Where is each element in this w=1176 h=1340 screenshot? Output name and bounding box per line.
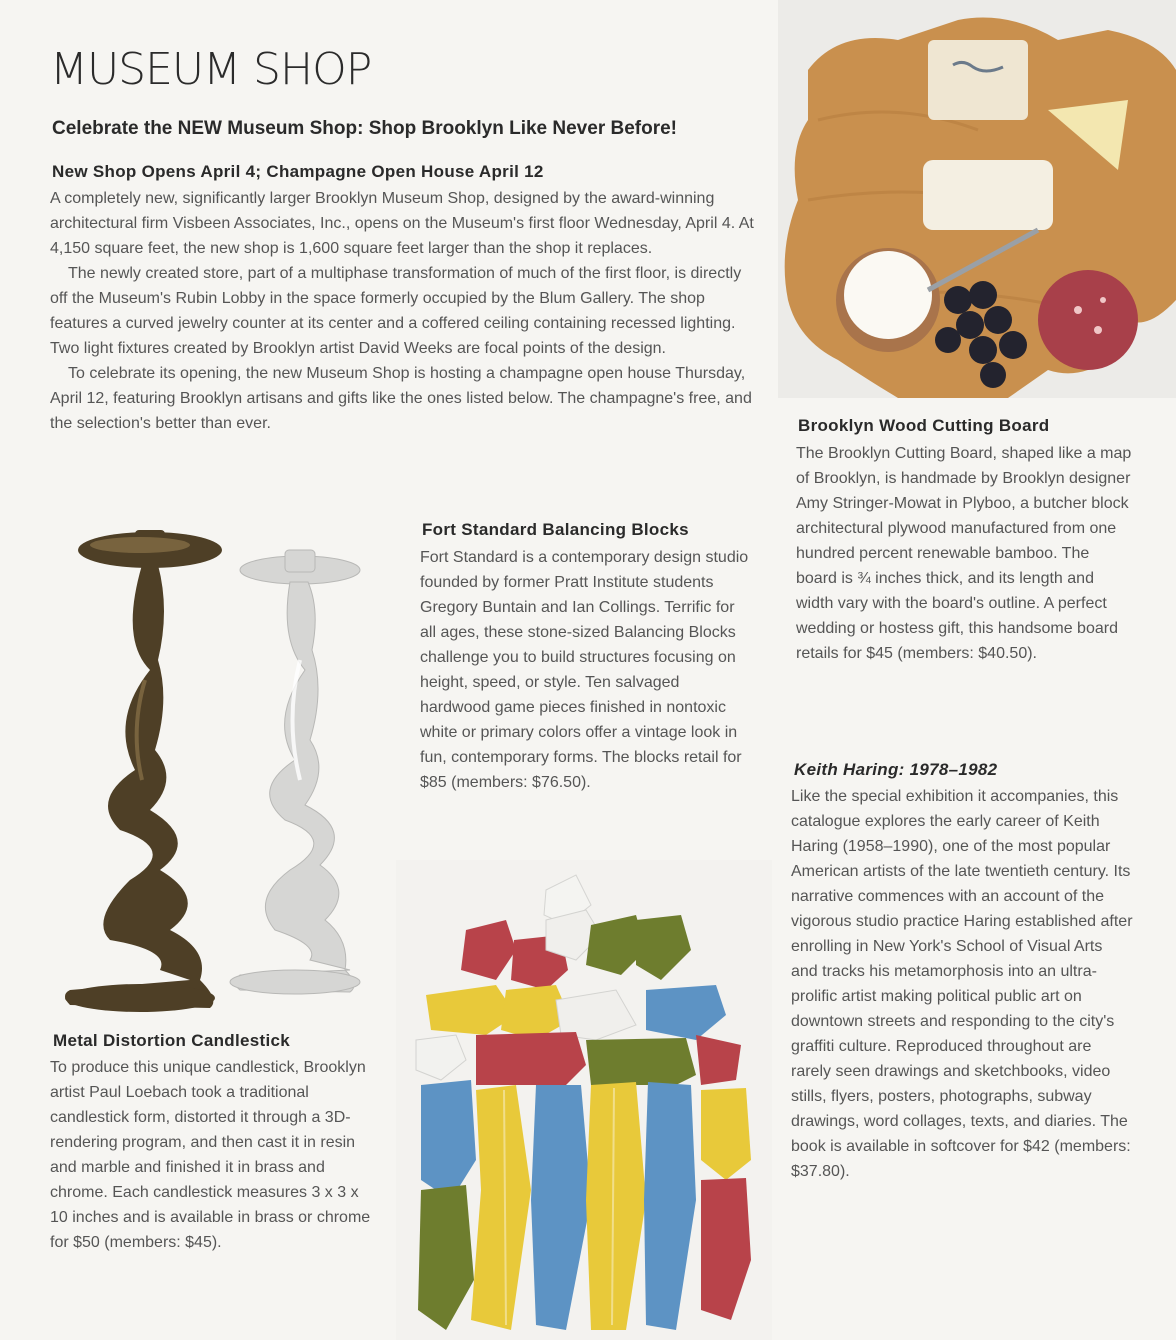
intro-paragraph: To celebrate its opening, the new Museum Shop is hosting a champagne open house Thursday, April 12, featuring Brooklyn artisans and gifts like the ones listed below. The champagne's free, and the selection's better than ever. <box>50 365 752 432</box>
balancing-blocks-photo <box>396 860 772 1340</box>
balancing-blocks-description: Fort Standard is a contemporary design studio founded by former Pratt Institute students Gregory Buntain and Ian Collings. Terrific for all ages, these stone-sized Balancing Blocks challenge you to build structures focusing on height, speed, or style. Ten salvaged hardwood game pieces finished in nontoxic white or primary colors offer a vintage look in fun, contemporary forms. The blocks retail for $85 (members: $76.50). <box>420 549 749 791</box>
intro-paragraph: A completely new, significantly larger Brooklyn Museum Shop, designed by the award-winning architectural firm Visbeen Associates, Inc., opens on the Museum's first floor Wednesday, April 4. At 4,150 square feet, the new shop is 1,600 square feet larger than the shop it replaces. <box>50 190 754 257</box>
intro-text <box>50 186 762 436</box>
haring-book-description: Like the special exhibition it accompanies, this catalogue explores the early career of Keith Haring (1958–1990), one of the most popular American artists of the late twentieth century. Its narrative commences with an account of the vigorous studio practice Haring established after enrolling in New York's School of Visual Arts and tracks his metamorphosis into an ultra-prolific artist making political public art on downtown streets and responding to the city's graffiti culture. Reproduced throughout are rarely seen drawings and sketchbooks, video stills, flyers, posters, photographs, subway drawings, word collages, texts, and diaries. The book is available in softcover for $42 (members: $37.80). <box>791 788 1133 1180</box>
candlestick-title: Metal Distortion Candlestick <box>53 1031 290 1050</box>
intro-paragraph: The newly created store, part of a multiphase transformation of much of the first floor, is directly off the Museum's Rubin Lobby in the space formerly occupied by the Blum Gallery. The shop features a curved jewelry counter at its center and a coffered ceiling containing recessed lighting. Two light fixtures created by Brooklyn artist David Weeks are focal points of the design. <box>50 265 742 357</box>
page-title: MUSEUM SHOP <box>50 44 372 95</box>
balancing-blocks-title: Fort Standard Balancing Blocks <box>422 520 689 539</box>
cutting-board-title: Brooklyn Wood Cutting Board <box>798 416 1050 435</box>
candlestick-photo <box>50 520 380 1020</box>
cutting-board-photo <box>778 0 1176 398</box>
candlestick-description: To produce this unique candlestick, Brooklyn artist Paul Loebach took a traditional candlestick form, distorted it through a 3D-rendering program, and then cast it in resin and marble and finished it in brass and chrome. Each candlestick measures 3 x 3 x 10 inches and is available in brass or chrome for $50 (members: $45). <box>50 1059 371 1251</box>
subhead: New Shop Opens April 4; Champagne Open House April 12 <box>52 162 544 181</box>
haring-book-title: Keith Haring: 1978–1982 <box>794 760 998 779</box>
headline: Celebrate the NEW Museum Shop: Shop Brooklyn Like Never Before! <box>52 118 677 139</box>
cutting-board-description: The Brooklyn Cutting Board, shaped like a map of Brooklyn, is handmade by Brooklyn designer Amy Stringer-Mowat in Plyboo, a butcher block architectural plywood manufactured from one hundred percent renewable bamboo. The board is ¾ inches thick, and its length and width vary with the board's outline. A perfect wedding or hostess gift, this handsome board retails for $45 (members: $40.50). <box>796 445 1132 662</box>
